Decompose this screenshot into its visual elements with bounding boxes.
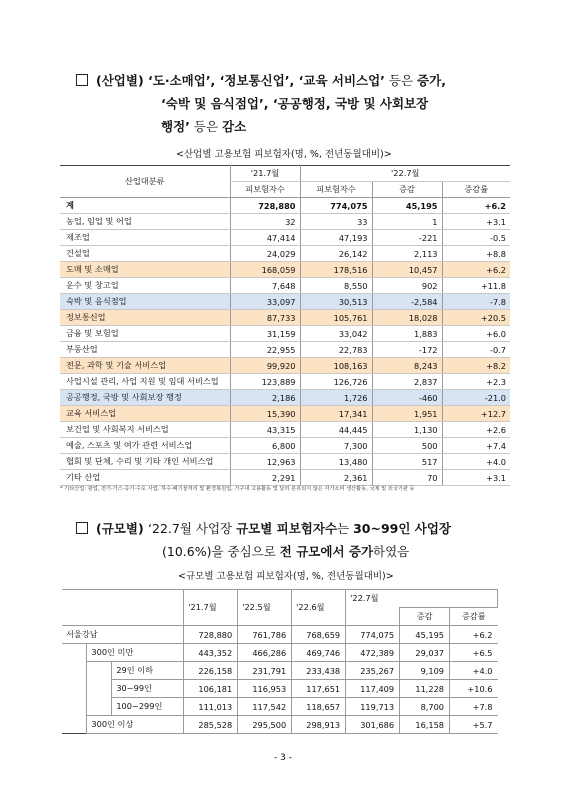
cell-name: 건설업 bbox=[60, 246, 230, 262]
cell-v4: 301,686 bbox=[346, 716, 400, 734]
cell-name: 부동산업 bbox=[60, 342, 230, 358]
cell-rate: +7.8 bbox=[450, 698, 498, 716]
industry-table-body bbox=[60, 198, 510, 486]
size-header-c4: '22.7월 bbox=[346, 590, 498, 608]
indent-cell bbox=[62, 644, 87, 662]
table-row bbox=[62, 716, 498, 734]
cell-v22: 26,142 bbox=[300, 246, 372, 262]
cell-v22: 47,193 bbox=[300, 230, 372, 246]
cell-v1: 226,158 bbox=[184, 662, 238, 680]
cell-v2: 466,286 bbox=[238, 644, 292, 662]
cell-rate: -0.5 bbox=[442, 230, 510, 246]
table-row bbox=[60, 422, 510, 438]
cell-v1: 106,181 bbox=[184, 680, 238, 698]
indent-cell bbox=[62, 662, 87, 680]
table1-footnote: * 기타산업: 광업, 전기·가스·증기·수도 사업, 하수·폐기물처리 및 환경복원업, 가구내 고용활동 및 달리 분류되지 않은 자가소비 생산활동, 국제 및 외국기관 등 bbox=[60, 486, 415, 492]
cell-name: 숙박 및 음식점업 bbox=[60, 294, 230, 310]
section1-line3 bbox=[161, 117, 246, 135]
size-header-change: 증감 bbox=[400, 608, 450, 626]
size-header-blank bbox=[62, 590, 184, 626]
cell-v21: 33,097 bbox=[230, 294, 300, 310]
cell-chg: 1,130 bbox=[372, 422, 442, 438]
cell-v22: 22,783 bbox=[300, 342, 372, 358]
cell-v22: 33 bbox=[300, 214, 372, 230]
indent-cell bbox=[87, 662, 112, 680]
cell-v22: 7,300 bbox=[300, 438, 372, 454]
cell-name: 사업시설 관리, 사업 지원 및 임대 서비스업 bbox=[60, 374, 230, 390]
section2-line2-c: 하였음 bbox=[373, 544, 410, 559]
cell-v2: 231,791 bbox=[238, 662, 292, 680]
cell-rate: +20.5 bbox=[442, 310, 510, 326]
table-row bbox=[60, 470, 510, 486]
cell-chg: 1,883 bbox=[372, 326, 442, 342]
cell-v4: 472,389 bbox=[346, 644, 400, 662]
header-y22: '22.7월 bbox=[300, 166, 510, 182]
cell-name: 계 bbox=[60, 198, 230, 214]
indent-cell bbox=[87, 680, 112, 698]
section1-highlight-industries: ‘도·소매업’, ‘정보통신업’, ‘교육 서비스업’ bbox=[148, 73, 385, 88]
size-table bbox=[62, 589, 498, 734]
cell-v21: 22,955 bbox=[230, 342, 300, 358]
cell-v3: 298,913 bbox=[292, 716, 346, 734]
table-row bbox=[62, 698, 498, 716]
cell-chg: 9,109 bbox=[400, 662, 450, 680]
cell-v1: 111,013 bbox=[184, 698, 238, 716]
cell-name: 협회 및 단체, 수리 및 기타 개인 서비스업 bbox=[60, 454, 230, 470]
cell-v22: 33,042 bbox=[300, 326, 372, 342]
cell-chg: 1,951 bbox=[372, 406, 442, 422]
cell-v21: 32 bbox=[230, 214, 300, 230]
cell-chg: 18,028 bbox=[372, 310, 442, 326]
cell-rate: +2.6 bbox=[442, 422, 510, 438]
cell-rate: +6.2 bbox=[450, 626, 498, 644]
table-row bbox=[60, 294, 510, 310]
cell-name: 30~99인 bbox=[112, 680, 184, 698]
cell-rate: -7.8 bbox=[442, 294, 510, 310]
cell-rate: +3.1 bbox=[442, 470, 510, 486]
page-number: - 3 - bbox=[274, 753, 292, 763]
header-insured-21: 피보험자수 bbox=[230, 182, 300, 198]
cell-name: 예술, 스포츠 및 여가 관련 서비스업 bbox=[60, 438, 230, 454]
cell-v3: 469,746 bbox=[292, 644, 346, 662]
cell-v2: 117,542 bbox=[238, 698, 292, 716]
indent-cell bbox=[62, 698, 87, 716]
cell-name: 교육 서비스업 bbox=[60, 406, 230, 422]
cell-v1: 728,880 bbox=[184, 626, 238, 644]
table-row bbox=[60, 326, 510, 342]
table-row bbox=[60, 342, 510, 358]
table-row bbox=[60, 454, 510, 470]
size-header-c2: '22.5월 bbox=[238, 590, 292, 626]
cell-name: 기타 산업 bbox=[60, 470, 230, 486]
cell-v22: 774,075 bbox=[300, 198, 372, 214]
size-header-c3: '22.6월 bbox=[292, 590, 346, 626]
section2-prefix: (규모별) bbox=[96, 521, 149, 536]
cell-rate: +2.3 bbox=[442, 374, 510, 390]
section2-text-c: 는 bbox=[337, 521, 354, 536]
cell-rate: +6.5 bbox=[450, 644, 498, 662]
cell-rate: -21.0 bbox=[442, 390, 510, 406]
cell-chg: -460 bbox=[372, 390, 442, 406]
size-header-c1: '21.7월 bbox=[184, 590, 238, 626]
cell-v2: 116,953 bbox=[238, 680, 292, 698]
indent-cell bbox=[62, 680, 87, 698]
table-row bbox=[60, 310, 510, 326]
cell-v2: 761,786 bbox=[238, 626, 292, 644]
cell-name: 전문, 과학 및 기술 서비스업 bbox=[60, 358, 230, 374]
cell-chg: 16,158 bbox=[400, 716, 450, 734]
section2-line2 bbox=[162, 542, 409, 560]
cell-name: 제조업 bbox=[60, 230, 230, 246]
cell-chg: 70 bbox=[372, 470, 442, 486]
cell-rate: +5.7 bbox=[450, 716, 498, 734]
size-header-rate: 증감률 bbox=[450, 608, 498, 626]
cell-v21: 87,733 bbox=[230, 310, 300, 326]
table-row bbox=[60, 358, 510, 374]
cell-v22: 44,445 bbox=[300, 422, 372, 438]
table2-caption: <규모별 고용보험 피보험자(명, %, 전년동월대비)> bbox=[178, 571, 394, 582]
cell-rate: +12.7 bbox=[442, 406, 510, 422]
section2-line2-a: (10.6%)을 중심으로 bbox=[162, 544, 280, 559]
cell-v21: 99,920 bbox=[230, 358, 300, 374]
header-rate: 증감률 bbox=[442, 182, 510, 198]
cell-name: 29인 이하 bbox=[112, 662, 184, 680]
cell-v21: 123,889 bbox=[230, 374, 300, 390]
table-row bbox=[60, 406, 510, 422]
checkbox-square-icon bbox=[76, 522, 88, 534]
cell-name: 정보통신업 bbox=[60, 310, 230, 326]
cell-chg: 2,113 bbox=[372, 246, 442, 262]
cell-rate: +3.1 bbox=[442, 214, 510, 230]
table-row bbox=[60, 262, 510, 278]
cell-name: 금융 및 보험업 bbox=[60, 326, 230, 342]
cell-chg: 902 bbox=[372, 278, 442, 294]
cell-chg: -2,584 bbox=[372, 294, 442, 310]
cell-v21: 2,291 bbox=[230, 470, 300, 486]
cell-chg: -221 bbox=[372, 230, 442, 246]
section1-line3-normal: 등은 bbox=[189, 119, 223, 134]
cell-v21: 728,880 bbox=[230, 198, 300, 214]
cell-v3: 118,657 bbox=[292, 698, 346, 716]
section1-increase-word: 증가, bbox=[417, 73, 446, 88]
cell-chg: 45,195 bbox=[372, 198, 442, 214]
indent-cell bbox=[87, 698, 112, 716]
section1-line2: ‘숙박 및 음식점업’, ‘공공행정, 국방 및 사회보장 bbox=[161, 96, 429, 111]
cell-v4: 235,267 bbox=[346, 662, 400, 680]
cell-name: 공공행정, 국방 및 사회보장 행정 bbox=[60, 390, 230, 406]
cell-v21: 15,390 bbox=[230, 406, 300, 422]
cell-chg: 8,243 bbox=[372, 358, 442, 374]
section1-prefix: (산업별) bbox=[96, 73, 149, 88]
table-row bbox=[62, 626, 498, 644]
header-insured-22: 피보험자수 bbox=[300, 182, 372, 198]
cell-name: 서울강남 bbox=[62, 626, 184, 644]
header-change: 증감 bbox=[372, 182, 442, 198]
table-row bbox=[60, 230, 510, 246]
cell-name: 보건업 및 사회복지 서비스업 bbox=[60, 422, 230, 438]
cell-v22: 17,341 bbox=[300, 406, 372, 422]
cell-v22: 13,480 bbox=[300, 454, 372, 470]
size-table-body bbox=[62, 626, 498, 734]
cell-name: 농업, 임업 및 어업 bbox=[60, 214, 230, 230]
cell-v4: 117,409 bbox=[346, 680, 400, 698]
table-row bbox=[60, 198, 510, 214]
cell-rate: -0.7 bbox=[442, 342, 510, 358]
cell-v3: 117,651 bbox=[292, 680, 346, 698]
header-y21: '21.7월 bbox=[230, 166, 300, 182]
cell-v22: 30,513 bbox=[300, 294, 372, 310]
indent-cell bbox=[62, 716, 87, 734]
cell-chg: -172 bbox=[372, 342, 442, 358]
cell-v21: 43,315 bbox=[230, 422, 300, 438]
cell-v1: 285,528 bbox=[184, 716, 238, 734]
header-category: 산업대분류 bbox=[60, 166, 230, 198]
cell-chg: 8,700 bbox=[400, 698, 450, 716]
cell-rate: +8.2 bbox=[442, 358, 510, 374]
cell-rate: +6.0 bbox=[442, 326, 510, 342]
cell-v21: 168,059 bbox=[230, 262, 300, 278]
cell-v21: 24,029 bbox=[230, 246, 300, 262]
cell-v22: 108,163 bbox=[300, 358, 372, 374]
cell-v3: 233,438 bbox=[292, 662, 346, 680]
cell-v4: 119,713 bbox=[346, 698, 400, 716]
cell-v22: 105,761 bbox=[300, 310, 372, 326]
section1-decrease-word: 감소 bbox=[222, 119, 247, 134]
cell-chg: 2,837 bbox=[372, 374, 442, 390]
table-row bbox=[62, 644, 498, 662]
cell-name: 300인 이상 bbox=[87, 716, 184, 734]
cell-rate: +8.8 bbox=[442, 246, 510, 262]
table-row bbox=[60, 390, 510, 406]
cell-rate: +6.2 bbox=[442, 198, 510, 214]
cell-chg: 11,228 bbox=[400, 680, 450, 698]
table-row bbox=[60, 214, 510, 230]
cell-rate: +10.6 bbox=[450, 680, 498, 698]
cell-rate: +11.8 bbox=[442, 278, 510, 294]
cell-v21: 2,186 bbox=[230, 390, 300, 406]
section2-line2-b: 전 규모에서 증가 bbox=[279, 544, 374, 559]
cell-v21: 6,800 bbox=[230, 438, 300, 454]
cell-v1: 443,352 bbox=[184, 644, 238, 662]
cell-name: 운수 및 창고업 bbox=[60, 278, 230, 294]
section2-line1 bbox=[76, 519, 451, 537]
cell-name: 300인 미만 bbox=[87, 644, 184, 662]
table-row bbox=[60, 246, 510, 262]
industry-table bbox=[60, 165, 510, 486]
cell-name: 100~299인 bbox=[112, 698, 184, 716]
checkbox-square-icon bbox=[76, 74, 88, 86]
cell-chg: 29,037 bbox=[400, 644, 450, 662]
section2-text-a: ‘22.7월 사업장 bbox=[148, 521, 237, 536]
section2-text-d: 30~99인 사업장 bbox=[353, 521, 452, 536]
table-row bbox=[62, 662, 498, 680]
cell-v22: 1,726 bbox=[300, 390, 372, 406]
cell-chg: 517 bbox=[372, 454, 442, 470]
cell-v21: 7,648 bbox=[230, 278, 300, 294]
cell-v2: 295,500 bbox=[238, 716, 292, 734]
cell-chg: 10,457 bbox=[372, 262, 442, 278]
cell-v21: 47,414 bbox=[230, 230, 300, 246]
table-row bbox=[62, 680, 498, 698]
cell-v22: 178,516 bbox=[300, 262, 372, 278]
cell-v22: 2,361 bbox=[300, 470, 372, 486]
cell-rate: +6.2 bbox=[442, 262, 510, 278]
table-row bbox=[60, 438, 510, 454]
table1-caption: <산업별 고용보험 피보험자(명, %, 전년동월대비)> bbox=[176, 149, 392, 160]
cell-chg: 45,195 bbox=[400, 626, 450, 644]
cell-v21: 31,159 bbox=[230, 326, 300, 342]
section1-line1 bbox=[76, 71, 446, 89]
section1-normal-text: 등은 bbox=[384, 73, 418, 88]
cell-rate: +4.0 bbox=[450, 662, 498, 680]
size-header-spacer bbox=[346, 608, 400, 626]
cell-v3: 768,659 bbox=[292, 626, 346, 644]
cell-chg: 500 bbox=[372, 438, 442, 454]
cell-v22: 126,726 bbox=[300, 374, 372, 390]
cell-name: 도매 및 소매업 bbox=[60, 262, 230, 278]
cell-rate: +7.4 bbox=[442, 438, 510, 454]
cell-v22: 8,550 bbox=[300, 278, 372, 294]
section2-text-b: 규모별 피보험자수 bbox=[236, 521, 338, 536]
section1-line3-a: 행정’ bbox=[161, 119, 190, 134]
cell-rate: +4.0 bbox=[442, 454, 510, 470]
cell-v21: 12,963 bbox=[230, 454, 300, 470]
cell-v4: 774,075 bbox=[346, 626, 400, 644]
table-row bbox=[60, 278, 510, 294]
table-row bbox=[60, 374, 510, 390]
cell-chg: 1 bbox=[372, 214, 442, 230]
